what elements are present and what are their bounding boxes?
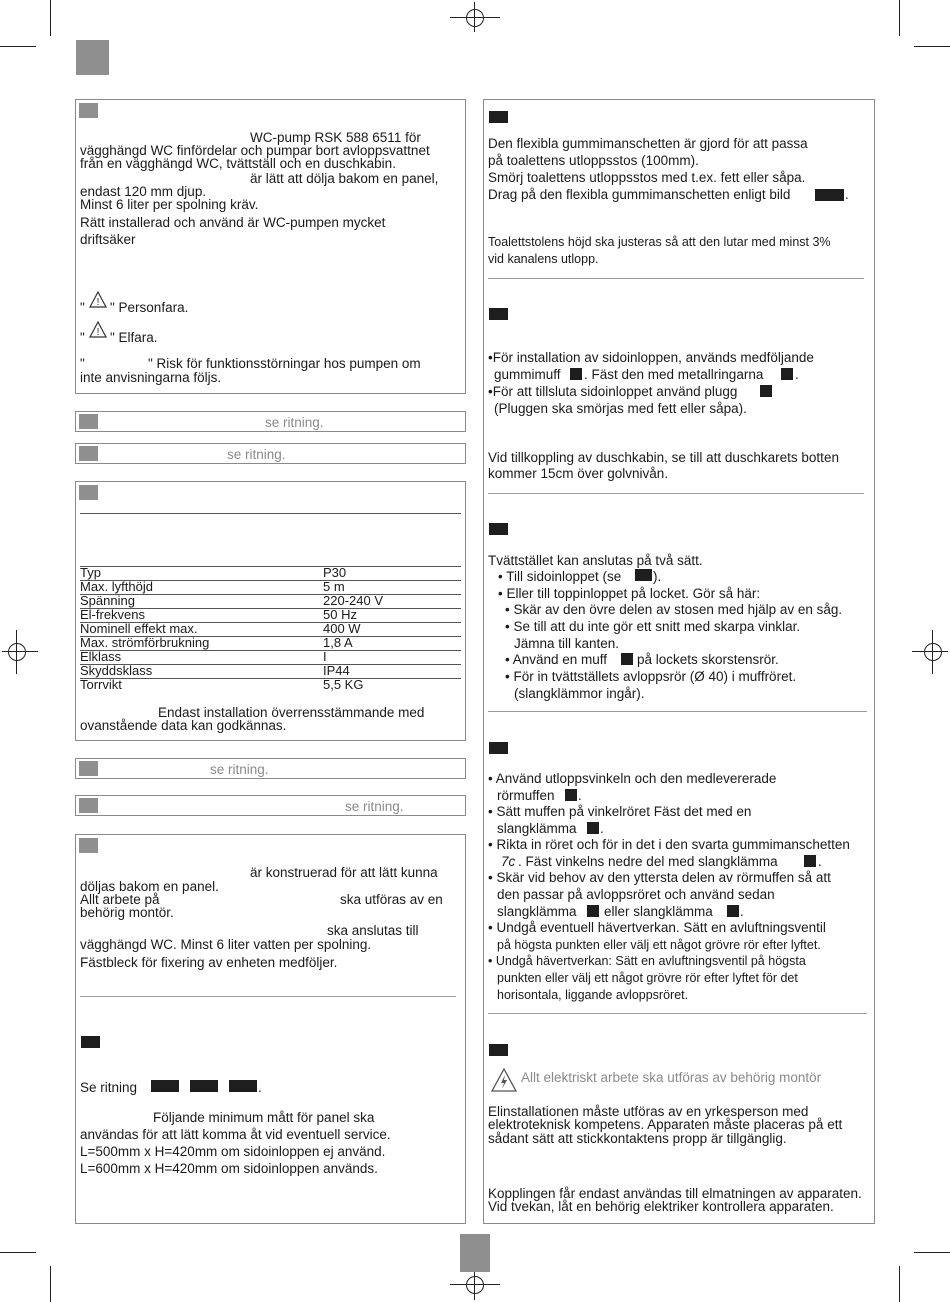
s3-text: • Till sidoinloppet (se — [498, 569, 622, 584]
s3-text: • För in tvättställets avloppsrör (Ø 40) i muffröret. — [505, 669, 797, 684]
s2-text: kommer 15cm över golvnivån. — [488, 466, 669, 481]
s2-text: •För installation av sidoinloppen, används medföljande — [488, 350, 814, 365]
see-drawing-row — [75, 795, 466, 816]
intro-line: endast 120 mm djup. — [80, 184, 207, 199]
spec-label: Max. strömförbrukning — [80, 635, 210, 650]
s4-text: slangklämma — [497, 904, 577, 919]
s4-text: rörmuffen — [497, 788, 555, 803]
intro-line: från en vägghängd WC, tvättställ och en duschkabin. — [80, 156, 396, 171]
spec-value: 5 m — [323, 579, 345, 594]
figure-reference — [570, 368, 582, 380]
spec-label: Spänning — [80, 593, 135, 608]
section-marker — [489, 523, 508, 535]
divider — [80, 513, 461, 514]
spec-label: Skyddsklass — [80, 663, 153, 678]
divider — [488, 711, 867, 712]
svg-text:!: ! — [96, 327, 100, 338]
s4-text: på högsta punkten eller välj ett något grövre rör efter lyftet. — [497, 938, 821, 952]
spec-row — [80, 580, 461, 595]
divider — [488, 278, 864, 279]
s4-text: • Undgå eventuell hävertverkan. Sätt en avluftningsventil — [488, 920, 826, 935]
s3-text: Tvättstället kan anslutas på två sätt. — [488, 553, 703, 568]
s5-text: elektroteknisk kompetens. Apparaten måste placeras på ett — [488, 1117, 843, 1132]
s4-text: den passar på avloppsröret och använd sedan — [497, 887, 775, 902]
specs-note: Endast installation överrensstämmande med — [158, 705, 425, 720]
s4-text: • Rikta in röret och för in det i den svarta gummimanschetten — [488, 837, 850, 852]
warning-electric-text: " Elfara. — [110, 330, 158, 345]
s1-text: på toalettens utloppsstos (100mm). — [488, 153, 699, 168]
see-drawing-text: se ritning. — [210, 762, 269, 777]
figure-reference — [190, 1080, 218, 1092]
s4-text: • Sätt muffen på vinkelröret Fäst det med en — [488, 804, 752, 819]
quote-mark: " — [80, 300, 85, 315]
see-drawing-text: se ritning. — [345, 799, 404, 814]
s3-text: • Eller till toppinloppet på locket. Gör så här: — [498, 586, 761, 601]
install-text: döljas bakom en panel. — [80, 879, 219, 894]
specs-note: ovanstående data kan godkännas. — [80, 718, 287, 733]
panel-text: Följande minimum mått för panel ska — [153, 1110, 375, 1125]
divider — [488, 493, 864, 494]
section-marker — [79, 414, 98, 429]
spec-value: 220-240 V — [323, 593, 383, 608]
spec-row — [80, 678, 461, 693]
intro-line: Rätt installerad och använd är WC-pumpen mycket — [80, 215, 386, 230]
install-text: ska utföras av en — [340, 892, 443, 907]
intro-line: är lätt att dölja bakom en panel, — [250, 171, 439, 186]
warning-person-text: " Personfara. — [110, 300, 189, 315]
s1-text: Drag på den flexibla gummimanschetten enligt bild — [488, 187, 791, 202]
spec-label: Elklass — [80, 649, 122, 664]
intro-line: WC-pump RSK 588 6511 för — [250, 130, 421, 145]
electric-warning-text: Allt elektriskt arbete ska utföras av behörig montör — [521, 1070, 822, 1085]
section-marker — [79, 103, 98, 118]
figure-reference — [804, 855, 816, 867]
figure-reference — [229, 1080, 257, 1092]
panel-text: L=500mm x H=420mm om sidoinloppen ej använd. — [80, 1144, 386, 1159]
s4-text: . — [740, 904, 744, 919]
figure-reference — [815, 189, 844, 201]
svg-text:!: ! — [96, 297, 100, 308]
section-marker — [489, 111, 508, 123]
s3-text: Jämna till kanten. — [514, 636, 620, 651]
figure-reference — [760, 385, 772, 397]
quote-mark: " — [80, 356, 85, 371]
s3-text: • Använd en muff — [505, 652, 608, 667]
s5-text: Kopplingen får endast användas till elmatningen av apparaten. — [488, 1186, 862, 1201]
spec-label: Torrvikt — [80, 677, 122, 692]
panel-text: L=600mm x H=420mm om sidoinloppen används. — [80, 1161, 378, 1176]
section-marker — [489, 742, 508, 754]
figure-reference — [727, 905, 739, 917]
figure-reference — [621, 653, 633, 665]
s4-text: punkten eller välj ett något grövre rör efter lyftet för det — [497, 971, 798, 985]
warning-triangle-icon — [89, 321, 107, 338]
s2-text: Vid tillkoppling av duschkabin, se till att duschkarets botten — [488, 450, 839, 465]
s2-text: gummimuff — [494, 367, 561, 382]
s4-text: slangklämma — [497, 821, 577, 836]
s5-text: Vid tvekan, låt en behörig elektriker kontrollera apparaten. — [488, 1199, 834, 1214]
section-marker — [79, 446, 98, 461]
spec-value: 5,5 KG — [323, 677, 364, 692]
panel-text: användas för att lätt komma åt vid eventuell service. — [80, 1127, 391, 1142]
s4-text: • Undgå hävertverkan: Sätt en avluftningsventil på högsta — [488, 954, 806, 968]
s3-text: • Se till att du inte gör ett snitt med skarpa vinklar. — [505, 619, 801, 634]
s4-text: • Använd utloppsvinkeln och den medlevererade — [488, 771, 777, 786]
quote-mark: " — [80, 330, 85, 345]
section-marker — [79, 761, 98, 776]
see-drawing-text: se ritning. — [265, 415, 324, 430]
s4-text: . — [578, 788, 582, 803]
section-marker — [489, 1044, 508, 1056]
see-drawing-text: Se ritning — [80, 1080, 138, 1095]
spec-label: El-frekvens — [80, 607, 146, 622]
see-drawing-text: se ritning. — [227, 447, 286, 462]
spec-label: Typ — [80, 565, 101, 580]
s4-text: • Skär vid behov av den yttersta delen av rörmuffen så att — [488, 870, 831, 885]
s5-text: Elinstallationen måste utföras av en yrkesperson med — [488, 1104, 809, 1119]
period: . — [258, 1080, 262, 1095]
spec-value: IP44 — [323, 663, 350, 678]
install-text: vägghängd WC. Minst 6 liter vatten per spolning. — [80, 937, 372, 952]
s2-text: . — [795, 367, 799, 382]
install-text: Allt arbete på — [80, 892, 160, 907]
figure-reference — [565, 789, 577, 801]
see-drawing-row — [75, 758, 466, 779]
s1-text: Den flexibla gummimanschetten är gjord för att passa — [488, 136, 808, 151]
spec-value: 400 W — [323, 621, 361, 636]
s4-text: . — [600, 821, 604, 836]
section-marker — [79, 798, 98, 813]
divider — [80, 996, 456, 997]
s1-text: Toalettstolens höjd ska justeras så att den lutar med minst 3% — [488, 235, 831, 249]
page-header-block — [76, 40, 109, 75]
spec-value: I — [323, 649, 327, 664]
section-marker — [79, 838, 98, 853]
install-text: Fästbleck för fixering av enheten medföljer. — [80, 955, 338, 970]
figure-reference — [151, 1080, 179, 1092]
warning-triangle-icon — [89, 291, 107, 308]
spec-label: Max. lyfthöjd — [80, 579, 153, 594]
s4-text: horisontala, liggande avloppsröret. — [497, 988, 689, 1002]
spec-row — [80, 664, 461, 679]
warning-function-text: " Risk för funktionsstörningar hos pumpen om — [148, 356, 421, 371]
intro-line: driftsäker — [80, 232, 136, 247]
s4-text: 7c — [501, 854, 516, 869]
section-marker — [81, 1036, 100, 1048]
figure-reference — [587, 822, 599, 834]
install-text: är konstruerad för att lätt kunna — [250, 865, 438, 880]
section-marker — [489, 308, 508, 320]
spec-value: 50 Hz — [323, 607, 357, 622]
s2-text: . Fäst den med metallringarna — [584, 367, 764, 382]
s4-text: . — [818, 854, 822, 869]
s3-text: ). — [653, 569, 662, 584]
warning-function-text: inte anvisningarna följs. — [80, 370, 222, 385]
s3-text: på lockets skorstensrör. — [637, 652, 779, 667]
s3-text: (slangklämmor ingår). — [514, 686, 645, 701]
s1-text: vid kanalens utlopp. — [488, 252, 599, 266]
intro-line: Minst 6 liter per spolning kräv. — [80, 197, 259, 212]
spec-value: P30 — [323, 565, 347, 580]
divider — [488, 1013, 867, 1014]
spec-value: 1,8 A — [323, 635, 353, 650]
electric-warning-icon — [491, 1068, 517, 1092]
section-marker — [79, 485, 98, 500]
s5-text: sådant sätt att stickkontaktens propp är tillgänglig. — [488, 1131, 787, 1146]
s4-text: . Fäst vinkelns nedre del med slangklämma — [518, 854, 778, 869]
intro-line: vägghängd WC finfördelar och pumpar bort avloppsvattnet — [80, 143, 430, 158]
s2-text: (Pluggen ska smörjas med fett eller såpa). — [494, 401, 747, 416]
install-text: ska anslutas till — [327, 923, 419, 938]
spec-label: Nominell effekt max. — [80, 621, 198, 636]
install-text: behörig montör. — [80, 905, 174, 920]
figure-reference — [587, 905, 599, 917]
figure-reference — [781, 368, 793, 380]
s3-text: • Skär av den övre delen av stosen med hjälp av en såg. — [505, 602, 843, 617]
s2-text: •För att tillsluta sidoinloppet använd plugg — [488, 384, 738, 399]
spec-row — [80, 636, 461, 651]
page-number-block — [460, 1234, 490, 1272]
s4-text: eller slangklämma — [604, 904, 713, 919]
s1-text: Smörj toalettens utloppsstos med t.ex. fett eller såpa. — [488, 170, 806, 185]
period: . — [845, 187, 849, 202]
figure-reference — [635, 569, 652, 581]
